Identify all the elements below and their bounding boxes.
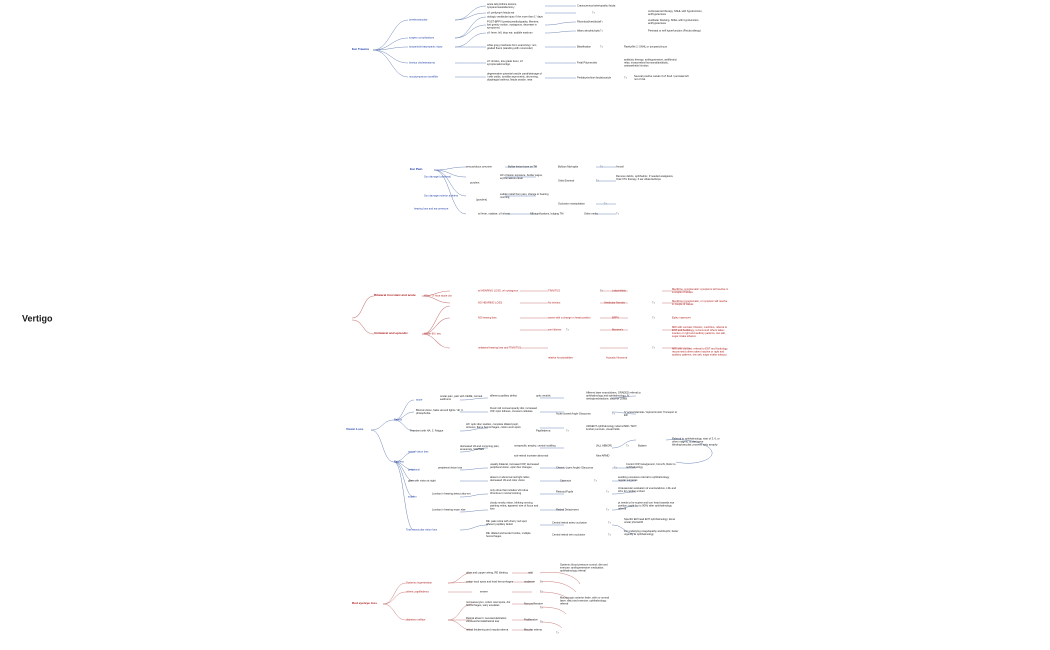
node-acute-labyrinthine[interactable]: acute labyrinthine lesions, tympanomastoidectomy [487,2,517,9]
tx-marker-5: Tx [624,76,627,80]
node-mild[interactable]: mild [528,571,533,575]
node-systemic-hypertension[interactable]: Systemic hypertension [406,581,433,585]
node-remove-debris[interactable]: Remove debris, ophthalmic. If needed analgesics, Oral OTC therapy, if ear ciliatoris/drops [616,174,674,181]
node-peripheral-vision-loss[interactable]: peripheral vision loss [438,466,463,470]
tx-marker-16: Tx [566,429,569,433]
tx-marker-2: Tx [600,20,603,24]
node-painful[interactable]: Painful [394,418,402,422]
node-acute-closed-angle-glaucoma[interactable]: Acute closed Angle Glaucoma [556,412,591,416]
node-40hr-acute[interactable]: 40 hr / 3- hour acute c/a [424,294,452,298]
node-specific-em-head-ent[interactable]: Specific EM head ENT ophthalmology; Emet ocular photoshift [624,517,676,524]
node-amoxil[interactable]: Amoxil [616,165,624,169]
tx-marker-1: Tx [592,11,595,15]
node-subretinal-increase[interactable]: sub-retinal increase abnormal [514,454,549,458]
tx-marker-15: Tx [612,412,615,416]
tx-marker-4: Tx [600,45,603,49]
node-blastfixation[interactable]: Blastfixation [577,45,591,49]
tx-marker-28: Tx [556,631,559,635]
node-bulging-tm[interactable]: NB significations, bulging TM [530,212,564,216]
node-tinnitus-cholesteatoma[interactable]: tinnitus cholesteatoma [409,61,435,65]
node-nonspecific-atrophy[interactable]: nonspecific atrophy, central multiling [514,444,556,448]
node-control-iop[interactable]: Control IOP, beta/generic, bronchi, Refer to ophthalmology [626,462,676,469]
node-fetal-polyneuritis[interactable]: Fetal Polyneuritis [577,61,597,65]
node-copper-wiring[interactable]: other and copper wiring, RE blinking [466,571,508,575]
node-central-vision-loss[interactable]: central vision loss [408,450,429,454]
node-sun-damage-otorrhea[interactable]: Sun damage (otorrhea) [424,175,451,179]
node-total-monocular-loss[interactable]: Total monocular vision loss [406,528,437,532]
tx-marker-23: Tx [608,533,611,537]
tx-marker-19: Tx [594,479,597,483]
node-otitis-media[interactable]: Otitis media [584,212,598,216]
node-vestibular-blocking[interactable]: vestibular blocking, SNHL with hypofunction, antihypotensive [648,18,700,25]
node-no-hearing-loss[interactable]: NO HEARING LOSS [478,301,503,305]
tx-marker-9: Tx [616,212,619,216]
node-purulent-2[interactable]: (purulent) [476,198,488,202]
node-perilabyrinthine-fistula[interactable]: Perilabyrinthine fistula/ossicle [577,76,612,80]
node-bullae-lesion[interactable]: Bullae lesion bone on TM [508,165,538,169]
branch-unilateral-label[interactable]: Unilateral and episodic [374,331,408,336]
node-tympanic-injury[interactable]: tympanic/intratympanic injury [409,45,443,49]
node-fever-eardrum[interactable]: c/f: fever, hill, drop ear, audible eardrum [487,31,533,35]
node-usually-bilateral-iop[interactable]: usually bilateral, increased IOP, decreased peripheral vision, optic disc changes [490,462,539,469]
node-macroscopic-anterior[interactable]: Macroscopic anterior tissle, with no normal laser; strict and exercise; ophthalmology referral [560,596,610,606]
node-acute[interactable]: acute [416,398,423,402]
node-graded-referral-ophtho[interactable]: Afferent laser exam/others, GRADED referral to ophthalmology and ophthalmology, IV methylprednisolone, discrete LUMB [586,391,641,401]
node-mri-contrast-diuretic[interactable]: MRI with contrast: Diuretic, meclizine, referral to ENT and Audiology, recommend others taken: inactive or right and auditory patterns, low salt, sugar intake tobacco [672,325,728,339]
node-otologic-vestibular[interactable]: otologic vestibular injury if the more than 1° days [487,15,543,19]
node-sudden-relief[interactable]: sudden relief from pain, change in hearing morning [500,192,549,199]
node-abnormal-red-reflex[interactable]: absent or abnormal red light reflex, decreased VA and color vision [490,475,531,482]
node-sun-damage-exterior[interactable]: Sun damage exterior ambient [424,194,459,198]
node-glare-night-vision[interactable]: glare with vision at night [408,479,436,483]
node-decreased-va[interactable]: decreased VA and oncoming pain, amaurosis, VAMSEN [460,444,500,451]
node-hearing-loss-pressure[interactable]: hearing loss and ear pressure [414,207,449,211]
node-relative-functionalities[interactable]: relative functionalities [548,356,573,360]
tx-marker-20: Tx [606,490,609,494]
branch-red-eye-label[interactable]: Red eye/eye loss [352,601,377,606]
node-intravascular-eval[interactable]: Intravascular evaluation of events/advice, LDL and HCL for cardiac embed [618,486,677,493]
node-degenerative-ossicle[interactable]: degenerative potential ossicle canal/drainage of / with ostitis, tonsillar asymmetric, drumming, dysphagia/ asthma, fistula ossicle, near [487,72,542,82]
tx-marker-21: Tx [606,508,609,512]
tx-marker-7: Tx [596,179,599,183]
node-ocular-pain[interactable]: ocular pain, pain with CEDE, corneal eardrums [440,394,483,401]
node-no-tinnitus[interactable]: No tinnitus [548,301,561,305]
node-meclizine-symptomatic[interactable]: Meclizine, symptomatic: symptoms will resolve in a couple of weeks [672,287,729,294]
node-lumbar-hearing-exam[interactable]: Lumbar in hearing exam else [432,508,466,512]
node-biliary-atrophic[interactable]: biliary atrophic/optic [577,29,600,33]
node-optic-disc-swollen[interactable]: HX: optic disc swollen, complete dilated pupil, tortuous, flame hemorrhages, cotton wool spots [466,422,521,429]
node-retinal-neovascularization[interactable]: Retinal absent / neovascularization; vitreous/choroidal/retinal tear [466,616,507,623]
node-perilymph-fistula[interactable]: c/f: perilymph fistula ear [487,11,515,15]
node-epley-maneuver[interactable]: Epley maneuver [672,316,691,320]
node-systemic-bp-control[interactable]: Systemic blood pressure control; diet and exercise; antihypertensive medication; ophthalmology referral [560,563,608,573]
node-afferent-pupillary-defect[interactable]: afferent pupillary defect [490,394,517,398]
tx-marker-12: Tx [652,316,655,320]
tx-marker-13: Tx [566,328,569,332]
tx-marker-8: Tx [604,202,607,206]
node-purulent[interactable]: purulent [470,181,480,185]
node-under-60[interactable]: Under 60 / sec [424,332,441,336]
node-craniocervical-fistula[interactable]: Craniocervical arteriopathy fistula [577,4,616,8]
tx-marker-22: Tx [608,521,611,525]
node-chronic-open-angle[interactable]: Chronic (open Angle) Glaucoma [556,466,593,470]
node-sudden[interactable]: sudden [408,495,417,499]
node-moderate[interactable]: moderate [524,580,535,584]
node-mri-contrast-referral[interactable]: MRI with contrast: referral to ENT and Audiology, recommend others taken inactive or right and auditory patterns, low salt, sugar intake tobacco [672,347,728,357]
node-menieres[interactable]: Meniere's [612,328,624,332]
node-ear-fullness[interactable]: ear fullness [548,328,562,332]
node-microaneurysm[interactable]: microaneurysm, cotton wool spots, dot hemorrhages, wary exudates [466,600,511,607]
tx-marker-26: Tx [540,606,543,610]
tx-marker-18: Tx [614,466,617,470]
node-mucotympanum[interactable]: mucotympanum tonsillitis [409,75,438,79]
node-tinnitus[interactable]: TINNITUS [548,289,560,293]
branch-ear-pain-label[interactable]: Ear Pain [410,167,423,172]
node-retinoic-pupils[interactable]: Retinoic/Pupils [556,490,574,494]
node-fever-malaise[interactable]: w/ fever, malaise, c/f nih ext [478,212,510,216]
node-surgery-complications[interactable]: surgery complications [409,36,435,40]
node-otitus-va-retina[interactable]: only otitus that includes VA retina thrombus in retinal coloring [490,488,529,495]
node-meclizine-resolve[interactable]: Meclizine (symptomatic, or symptom will resolve in couple of weeks [672,299,728,306]
tx-marker-6: Tx [600,165,603,169]
node-otitis-external[interactable]: Otitis External [558,179,575,183]
node-avoid-excess-referral[interactable]: avoiding excessive referral to ophthalmology, regular surgeries [618,475,670,482]
node-vestibular-neuritis[interactable]: Vestibular Neuritis [604,301,625,305]
node-papilledema[interactable]: Papilledema [536,429,551,433]
node-all-abnor[interactable]: (ALL ABNOR) [596,444,613,448]
node-diabetes-mellitus[interactable]: diabetes mellitus [406,618,426,622]
node-occlusion-manipulation[interactable]: Occlusion manipulation [558,202,585,206]
node-labyrinthitis[interactable]: Labyrinthitis [612,289,626,293]
node-bylaser[interactable]: Bylaser [638,444,647,448]
tx-marker-3: Tx [600,29,603,33]
node-post-bppv[interactable]: POST-BPPV (presbyvestibulopathy, Meniere, lost gravity motion, nystagmus, decrease in symptoms) [487,20,539,30]
node-iv-acetazolamide[interactable]: IV acetazolamide / topical timolol; Transport to ER [624,410,678,417]
branch-ear-trauma-label[interactable]: Ear Trauma [352,47,369,52]
tx-marker-10: Tx [600,289,603,293]
root-node[interactable]: Vertigo [22,313,53,324]
node-non-proliferative[interactable]: Non proliferative [524,602,543,606]
node-unilateral-hl-tinnitus[interactable]: unilateral hearing loss and TINNITUS [478,346,521,350]
tx-marker-11: Tx [652,301,655,305]
node-macular-edema[interactable]: Macular edema [524,628,542,632]
node-rarely-snhl[interactable]: Rarely/life 2: SNHL or tympanic/incus [624,45,667,49]
node-central-vein-occlusion[interactable]: Central retinal vein occlusion [552,533,586,537]
node-lesion-exposure[interactable]: HX of lesion exposure, border sagus, erythematous canal [500,173,543,180]
branch-bilateral-label[interactable]: Bilateral Constant and acute [374,293,416,298]
node-acoustic-neuroma[interactable]: Acoustic Neuroma [606,356,628,360]
tx-marker-17: Tx [626,444,629,448]
node-transient-ha[interactable]: Transient with HA, 3. Fatigue [410,429,444,433]
node-several-positive-canals[interactable]: Several positive canals if c/f fixed / perinatal tuft not of risk [634,74,689,81]
node-peripheral[interactable]: peripheral [408,468,420,472]
node-head-position[interactable]: worse with a change in head position [548,316,591,320]
node-retinal-detachment[interactable]: Retinal Detachment [556,508,579,512]
node-hearing-loss-nystagmus[interactable]: w/ HEARING LOSS, w/ nystagmus [478,289,519,293]
tx-marker-27: Tx [540,620,543,624]
tx-marker-24: Tx [540,580,543,584]
node-severe[interactable]: severe [480,590,488,594]
node-blurred-vision-halos[interactable]: Blurred vision, halos around lights / dil, 3. photophobia [416,408,464,415]
node-new-armd[interactable]: New ARMD [596,454,610,458]
node-others-papilledema[interactable]: others: papilledema [406,590,429,594]
node-retinal-thickening[interactable]: retinal thickening and macula edema [466,628,509,632]
node-urgent-ophtho-referral[interactable]: URGENT ophthalmology referral MRI / MCT, lumbar puncture, visual fields [586,424,638,431]
node-central-artery-occlusion[interactable]: Central retinal artery occlusion [552,521,588,525]
node-painless[interactable]: Painless [394,460,404,464]
node-tinnitus-lowgrade-fever[interactable]: c/f: tinnitus, low grade fever, c/f symptomatic/vertigo [487,59,523,66]
node-dilated-tender-fundus[interactable]: RE: dilated and tender fundus, multiple hemorrhages [486,531,531,538]
node-fixed-mid-corneal[interactable]: Fixed mid corneal opacity dist, increased IOP, optic fullness, crescent cellulose [490,406,537,413]
node-cotton-wool-spots[interactable]: cotton wool spots and hard hemorrhages [466,580,514,584]
node-pale-retina-cherry-spot[interactable]: RE: pale retina with cherry red spot; afferent pupillary defect [486,519,528,526]
node-no-hearing-loss-2[interactable]: NO hearing loss [478,316,497,320]
node-antibiotic-therapy[interactable]: antibiotic therapy, antihypotensive, antifibrotic/ relax, intracerebral hormonal/antibiotic, osteoarthritis/ tinnitus [624,58,677,68]
tx-marker-25: Tx [540,590,543,594]
node-underlying-coagulopathy[interactable]: For underlying coagulopathy and Reprhr, better urgently to ophthalmology [624,529,679,536]
node-perinatal-hyperfunction[interactable]: Perinatal or self hyperfunction (Fistula allergy) [648,29,701,33]
node-bppv[interactable]: BPPV [612,316,619,320]
node-white-gray-prosthesis[interactable]: white gray prosthesis from examining / non graded fluent (standing with monocular) [487,43,537,50]
tx-marker-14: Tx [652,346,655,350]
node-proliferative[interactable]: Proliferative [524,618,538,622]
branch-vision-loss-label[interactable]: Vision Loss [346,427,364,432]
node-bullous-myringitis[interactable]: Bullous Myringitis [558,165,579,169]
node-lumbar-hearing-detect[interactable]: Lumbar in hearing detect also-ext [432,492,471,496]
node-cataracts[interactable]: Cataracts [560,479,572,483]
node-optic-neuritis[interactable]: optic neuritis [536,394,551,398]
node-rhomboid-vestibular[interactable]: Rhomboid/vestibular [577,20,601,24]
node-serous-cerumen[interactable]: serous/oticus cerumen [466,165,493,169]
node-cloudy-smoky-vision[interactable]: cloudy smoky vision, blinking moving, painting retina, apparent size of focus and loss [490,501,539,511]
node-supine-head-turn[interactable]: pt needs to be supine and turn head towards eye position; rapid (up to 50%) after ophthalmology referral [618,501,675,511]
node-referral-ophtho-imagery[interactable]: Referral to ophthalmology, start of 3, 6, or other imagery, ocular/nerve blinding/vascular, proceed optic atrophy [672,437,720,447]
node-corticosteroid-therapy[interactable]: corticosteroid therapy, SNHL with hypofunction, antihypotensive [648,9,703,16]
node-cerebrovascular[interactable]: cerebrovascular [409,18,428,22]
